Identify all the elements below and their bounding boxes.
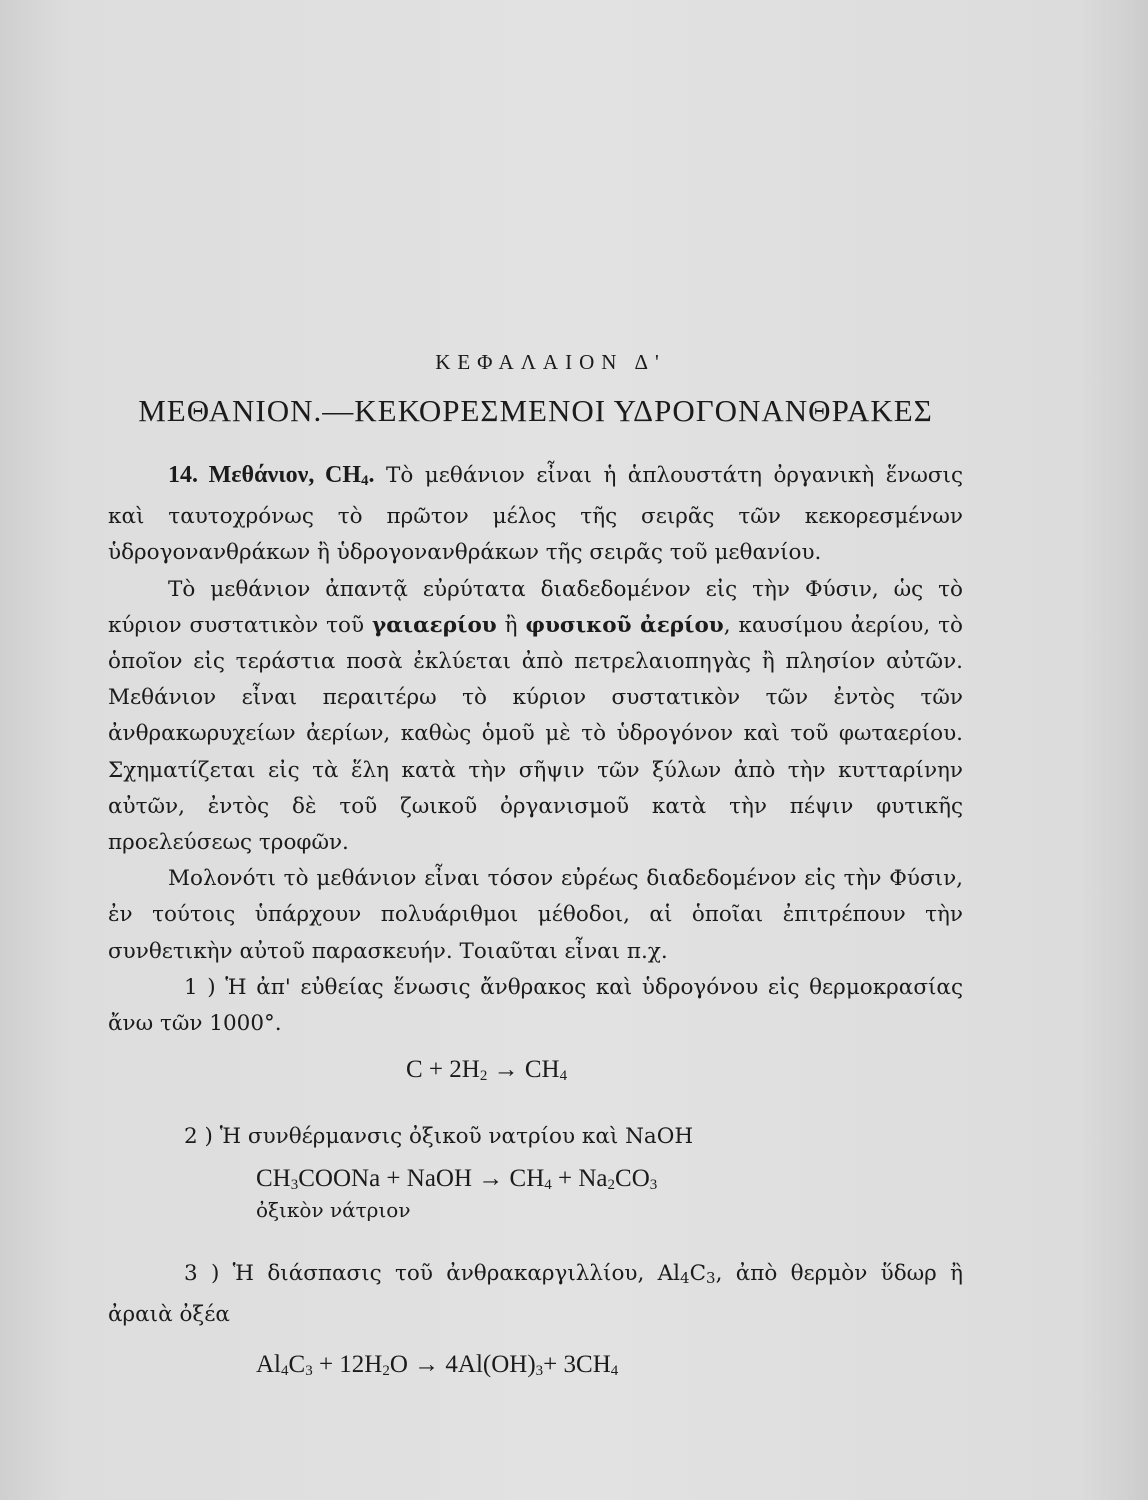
occurrence-paragraph: Τὸ μεθάνιον ἀπαντᾷ εὐρύτατα διαδεδομένον εἰς τὴν Φύσιν, ὡς τὸ κύριον συστατικὸν τοῦ γαιαερίου ἢ φυσικοῦ ἀερίου, καυσίμου ἀερίου, τὸ ὁποῖον εἰς τεράστια ποσὰ ἐκλύεται ἀπὸ πετρελαιοπηγὰς ἢ πλησίον αὐτῶν. Μεθάνιον εἶναι περαιτέρω τὸ κύριον συστατικὸν τῶν ἐντὸς τῶν ἀνθρακωρυχείων ἀερίων, καθὼς ὁμοῦ μὲ τὸ ὑδρογόνον καὶ τοῦ φωταερίου. Σχηματίζεται εἰς τὰ ἕλη κατὰ τὴν σῆψιν τῶν ξύλων ἀπὸ τὴν κυτταρίνην αὐτῶν, ἐντὸς δὲ τοῦ ζωικοῦ ὀργανισμοῦ κατὰ τὴν πέψιν φυτικῆς προελεύσεως τροφῶν.	[108, 576, 963, 856]
chapter-heading: ΚΕΦΑΛΑΙΟΝ Δ'	[435, 350, 666, 374]
section-heading: 14. Μεθάνιον, $CH_4$.	[168, 462, 375, 489]
method-1: 1 ) Ἡ ἀπ' εὐθείας ἕνωσις ἄνθρακος καὶ ὑδρογόνου εἰς θερμοκρασίας ἄνω τῶν 1000°.	[108, 974, 963, 1037]
equation-1: $C + 2H_2 \to CH_4$	[406, 1056, 568, 1085]
section-intro-paragraph: 14. Μεθάνιον, $CH_4$. Τὸ μεθάνιον εἶναι ἡ ἁπλουστάτη ὀργανικὴ ἕνωσις καὶ ταυτοχρόνως τὸ πρῶτον μέλος τῆς σειρᾶς τῶν κεκορεσμένων ὑδρογονανθράκων ἢ ὑδρογονανθράκων τῆς σειρᾶς τοῦ μεθανίου.	[108, 462, 963, 566]
chapter-title: ΜΕΘΑΝΙΟΝ.—ΚΕΚΟΡΕΣΜΕΝΟΙ ΥΔΡΟΓΟΝΑΝΘΡΑΚΕΣ	[138, 393, 933, 428]
equation-3: $Al_4C_3 + 12H_2O \to 4Al(OH)_3+ 3CH_4$	[256, 1350, 619, 1379]
term-fysikou-aeriou: φυσικοῦ ἀερίου	[525, 612, 724, 638]
bleed-through-text	[95, 55, 995, 375]
synthesis-paragraph: Μολονότι τὸ μεθάνιον εἶναι τόσον εὐρέως διαδεδομένον εἰς τὴν Φύσιν, ἐν τούτοις ὑπάρχουν πολυάριθμοι μέθοδοι, αἱ ὁποῖαι ἐπιτρέπουν τὴν συνθετικὴν αὐτοῦ παρασκευήν. Τοιαῦται εἶναι π.χ.	[108, 866, 963, 964]
method-2: 2 ) Ἡ συνθέρμανσις ὀξικοῦ νατρίου καὶ NaOH	[184, 1124, 694, 1150]
document-body	[108, 350, 963, 1380]
term-gaiaeriou: γαιαερίου	[372, 612, 497, 638]
method-3: 3 ) Ἡ διάσπασις τοῦ ἀνθρακαργιλλίου, $Al_4C_3$, ἀπὸ θερμὸν ὕδωρ ἢ ἀραιὰ ὀξέα	[108, 1261, 963, 1327]
equation-2: $CH_3COONa$ + NaOH → $CH_4 + Na_2CO_3$	[256, 1165, 658, 1194]
equation-2-note: ὀξικὸν νάτριον	[256, 1198, 411, 1223]
